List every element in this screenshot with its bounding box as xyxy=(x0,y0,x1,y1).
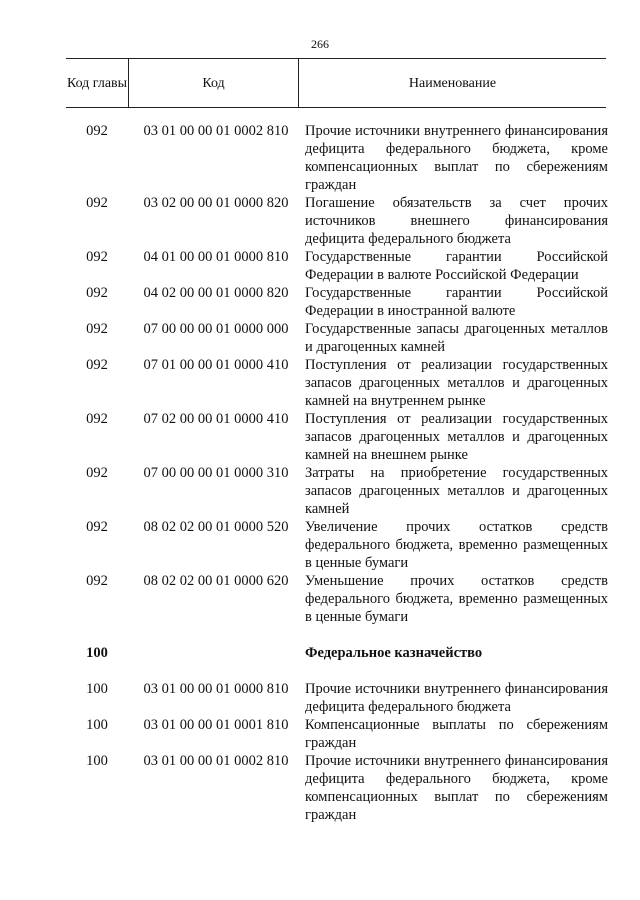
budget-code: 03 01 00 00 01 0001 810 xyxy=(143,717,289,733)
table-row xyxy=(0,320,640,356)
chapter-code: 092 xyxy=(86,357,108,373)
budget-code: 07 01 00 00 01 0000 410 xyxy=(143,357,289,373)
section-title: Федеральное казначейство xyxy=(305,645,483,661)
budget-code: 07 02 00 00 01 0000 410 xyxy=(143,411,289,427)
chapter-code: 092 xyxy=(86,123,108,139)
chapter-code: 092 xyxy=(86,285,108,301)
chapter-code: 092 xyxy=(86,249,108,265)
table-row xyxy=(0,248,640,284)
item-name: Компенсационные выплаты по сбережениям граждан xyxy=(305,717,608,751)
spacer xyxy=(0,662,640,680)
table-body xyxy=(0,122,640,824)
item-name: Увеличение прочих остатков средств федерального бюджета, временно размещенных в ценные бумаги xyxy=(305,519,608,571)
chapter-code: 100 xyxy=(86,717,108,733)
table-row xyxy=(0,122,640,194)
chapter-code: 100 xyxy=(86,681,108,697)
table-row xyxy=(0,410,640,464)
table-row xyxy=(0,572,640,626)
budget-code: 04 02 00 00 01 0000 820 xyxy=(143,285,289,301)
table-row xyxy=(0,284,640,320)
budget-code: 07 00 00 00 01 0000 310 xyxy=(143,465,289,481)
chapter-code: 092 xyxy=(86,519,108,535)
header-name: Наименование xyxy=(408,75,497,91)
table-row xyxy=(0,716,640,752)
item-name: Затраты на приобретение государственных запасов драгоценных металлов и драгоценных камней xyxy=(305,465,608,517)
item-name: Государственные гарантии Российской Федерации в валюте Российской Федерации xyxy=(305,249,608,283)
page-number: 266 xyxy=(311,37,329,51)
section-chapter-code: 100 xyxy=(86,645,108,661)
budget-code: 03 01 00 00 01 0002 810 xyxy=(143,123,289,139)
table-row xyxy=(0,518,640,572)
chapter-code: 092 xyxy=(86,321,108,337)
budget-code: 03 01 00 00 01 0000 810 xyxy=(143,681,289,697)
chapter-code: 092 xyxy=(86,411,108,427)
chapter-code: 092 xyxy=(86,195,108,211)
section-row xyxy=(0,644,640,662)
table-row xyxy=(0,194,640,248)
table-row xyxy=(0,680,640,716)
budget-code: 08 02 02 00 01 0000 520 xyxy=(143,519,289,535)
table-row xyxy=(0,356,640,410)
item-name: Прочие источники внутреннего финансирования дефицита федерального бюджета, кроме компенсационных выплат по сбережениям граждан xyxy=(305,753,608,823)
item-name: Поступления от реализации государственных запасов драгоценных металлов и драгоценных камней на внешнем рынке xyxy=(305,411,608,463)
budget-code: 07 00 00 00 01 0000 000 xyxy=(143,321,289,337)
item-name: Уменьшение прочих остатков средств федерального бюджета, временно размещенных в ценные бумаги xyxy=(305,573,608,625)
chapter-code: 092 xyxy=(86,573,108,589)
table-row xyxy=(0,752,640,824)
header-code: Код xyxy=(202,75,225,91)
item-name: Поступления от реализации государственных запасов драгоценных металлов и драгоценных камней на внутреннем рынке xyxy=(305,357,608,409)
chapter-code: 092 xyxy=(86,465,108,481)
budget-code: 04 01 00 00 01 0000 810 xyxy=(143,249,289,265)
chapter-code: 100 xyxy=(86,753,108,769)
item-name: Государственные запасы драгоценных металлов и драгоценных камней xyxy=(305,321,608,355)
budget-code: 03 02 00 00 01 0000 820 xyxy=(143,195,289,211)
header-chapter-code: Код главы xyxy=(66,75,128,91)
spacer xyxy=(0,626,640,644)
table-header xyxy=(66,58,606,108)
budget-code: 08 02 02 00 01 0000 620 xyxy=(143,573,289,589)
item-name: Погашение обязательств за счет прочих источников внешнего финансирования дефицита федерального бюджета xyxy=(305,195,608,247)
table-row xyxy=(0,464,640,518)
budget-code: 03 01 00 00 01 0002 810 xyxy=(143,753,289,769)
item-name: Прочие источники внутреннего финансирования дефицита федерального бюджета xyxy=(305,681,608,715)
item-name: Государственные гарантии Российской Федерации в иностранной валюте xyxy=(305,285,608,319)
item-name: Прочие источники внутреннего финансирования дефицита федерального бюджета, кроме компенсационных выплат по сбережениям граждан xyxy=(305,123,608,193)
